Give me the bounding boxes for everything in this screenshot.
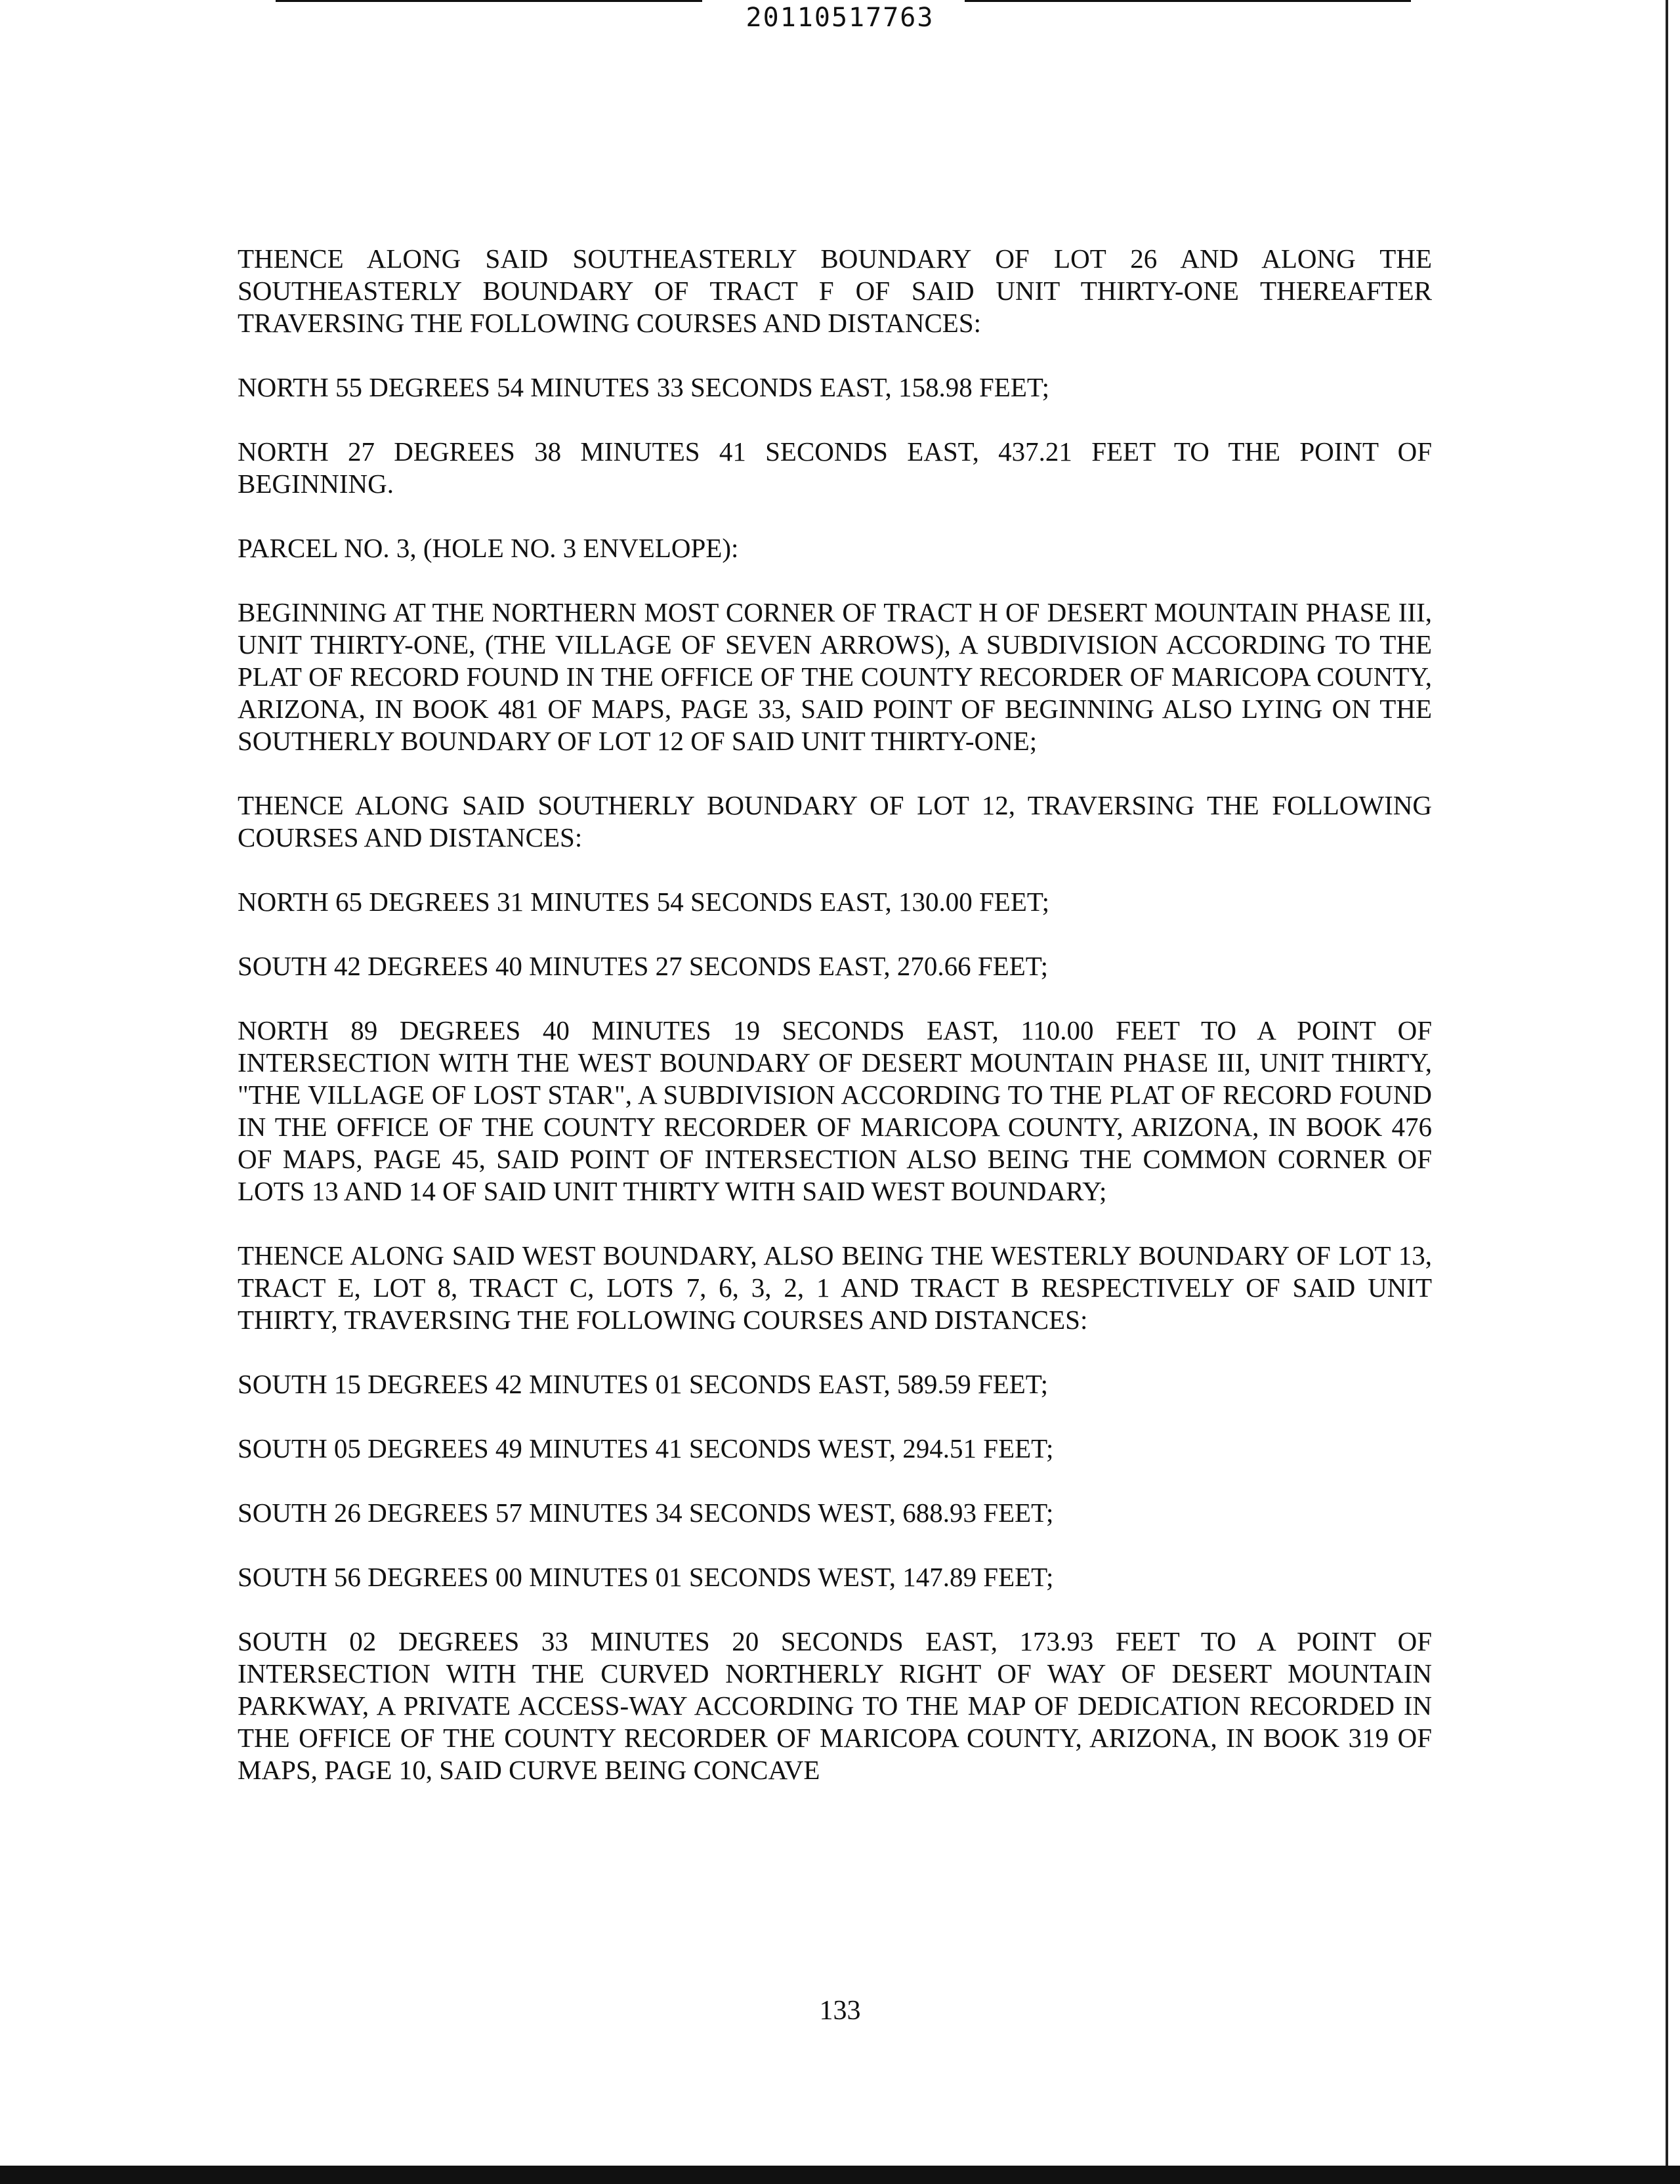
paragraph: THENCE ALONG SAID SOUTHERLY BOUNDARY OF LOT 12, TRAVERSING THE FOLLOWING COURSES AND DISTANCES:	[238, 790, 1432, 852]
parcel-heading: PARCEL NO. 3, (HOLE NO. 3 ENVELOPE):	[238, 533, 739, 563]
paragraph: SOUTH 05 DEGREES 49 MINUTES 41 SECONDS WEST, 294.51 FEET;	[238, 1433, 1054, 1463]
paragraph: THENCE ALONG SAID SOUTHEASTERLY BOUNDARY OF LOT 26 AND ALONG THE SOUTHEASTERLY BOUNDARY OF TRACT F OF SAID UNIT THIRTY-ONE THEREAFTER TRAVERSING THE FOLLOWING COURSES AND DISTANCES:	[238, 243, 1432, 338]
paragraph: NORTH 27 DEGREES 38 MINUTES 41 SECONDS EAST, 437.21 FEET TO THE POINT OF BEGINNING.	[238, 436, 1432, 499]
bottom-page-edge	[0, 2166, 1680, 2184]
page-number: 133	[819, 1996, 861, 2026]
paragraph: SOUTH 15 DEGREES 42 MINUTES 01 SECONDS EAST, 589.59 FEET;	[238, 1369, 1048, 1399]
paragraph: SOUTH 56 DEGREES 00 MINUTES 01 SECONDS WEST, 147.89 FEET;	[238, 1562, 1054, 1592]
top-rule-left	[276, 0, 702, 2]
paragraph: SOUTH 02 DEGREES 33 MINUTES 20 SECONDS EAST, 173.93 FEET TO A POINT OF INTERSECTION WITH THE CURVED NORTHERLY RIGHT OF WAY OF DESERT MOUNTAIN PARKWAY, A PRIVATE ACCESS-WAY ACCORDING TO THE MAP OF DEDICATION RECORDED IN THE OFFICE OF THE COUNTY RECORDER OF MARICOPA COUNTY, ARIZONA, IN BOOK 319 OF MAPS, PAGE 10, SAID CURVE BEING CONCAVE	[238, 1626, 1432, 1785]
paragraph: SOUTH 26 DEGREES 57 MINUTES 34 SECONDS WEST, 688.93 FEET;	[238, 1498, 1054, 1528]
legal-description-body	[238, 243, 1432, 1786]
paragraph: THENCE ALONG SAID WEST BOUNDARY, ALSO BEING THE WESTERLY BOUNDARY OF LOT 13, TRACT E, LOT 8, TRACT C, LOTS 7, 6, 3, 2, 1 AND TRACT B RESPECTIVELY OF SAID UNIT THIRTY, TRAVERSING THE FOLLOWING COURSES AND DISTANCES:	[238, 1240, 1432, 1335]
paragraph: NORTH 55 DEGREES 54 MINUTES 33 SECONDS EAST, 158.98 FEET;	[238, 372, 1050, 402]
document-number: 20110517763	[746, 3, 934, 33]
top-rule-right	[965, 0, 1411, 2]
paragraph: NORTH 65 DEGREES 31 MINUTES 54 SECONDS EAST, 130.00 FEET;	[238, 887, 1050, 917]
right-page-edge	[1666, 0, 1668, 2184]
paragraph: BEGINNING AT THE NORTHERN MOST CORNER OF TRACT H OF DESERT MOUNTAIN PHASE III, UNIT THIRTY-ONE, (THE VILLAGE OF SEVEN ARROWS), A SUBDIVISION ACCORDING TO THE PLAT OF RECORD FOUND IN THE OFFICE OF THE COUNTY RECORDER OF MARICOPA COUNTY, ARIZONA, IN BOOK 481 OF MAPS, PAGE 33, SAID POINT OF BEGINNING ALSO LYING ON THE SOUTHERLY BOUNDARY OF LOT 12 OF SAID UNIT THIRTY-ONE;	[238, 597, 1432, 756]
paragraph: SOUTH 42 DEGREES 40 MINUTES 27 SECONDS EAST, 270.66 FEET;	[238, 951, 1048, 981]
paragraph: NORTH 89 DEGREES 40 MINUTES 19 SECONDS EAST, 110.00 FEET TO A POINT OF INTERSECTION WITH THE WEST BOUNDARY OF DESERT MOUNTAIN PHASE III, UNIT THIRTY, "THE VILLAGE OF LOST STAR", A SUBDIVISION ACCORDING TO THE PLAT OF RECORD FOUND IN THE OFFICE OF THE COUNTY RECORDER OF MARICOPA COUNTY, ARIZONA, IN BOOK 476 OF MAPS, PAGE 45, SAID POINT OF INTERSECTION ALSO BEING THE COMMON CORNER OF LOTS 13 AND 14 OF SAID UNIT THIRTY WITH SAID WEST BOUNDARY;	[238, 1015, 1432, 1206]
